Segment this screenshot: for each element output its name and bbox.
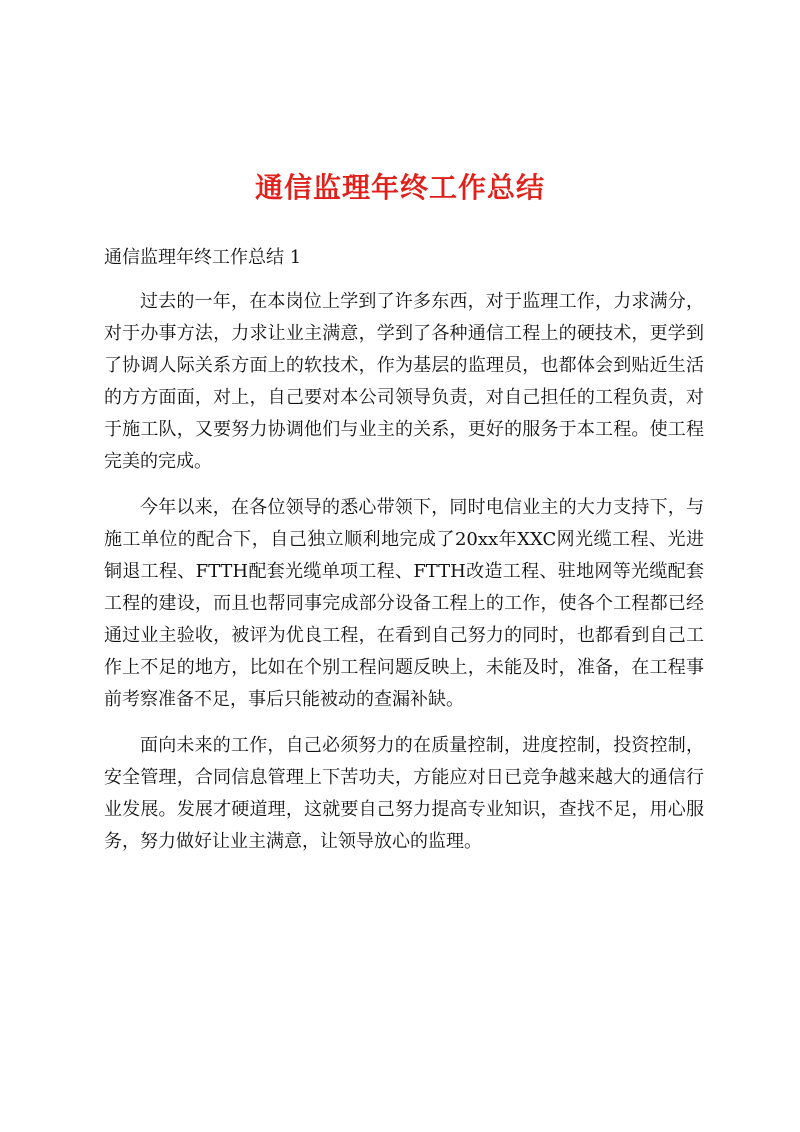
paragraph-1: 过去的一年，在本岗位上学到了许多东西，对于监理工作，力求满分，对于办事方法，力求让业主满意，学到了各种通信工程上的硬技术，更学到了协调人际关系方面上的软技术，作为基层的监理员，也都体会到贴近生活的方方面面，对上，自己要对本公司领导负责，对自己担任的工程负责，对于施工队，又要努力协调他们与业主的关系，更好的服务于本工程。使工程完美的完成。: [104, 291, 704, 472]
section-heading: 通信监理年终工作总结 1: [104, 247, 302, 268]
paragraph-2: 今年以来，在各位领导的悉心带领下，同时电信业主的大力支持下，与施工单位的配合下，自己独立顺利地完成了20xx年XXC网光缆工程、光进铜退工程、FTTH配套光缆单项工程、FTTH改造工程、驻地网等光缆配套工程的建设，而且也帮同事完成部分设备工程上的工作，使各个工程都已经通过业主验收，被评为优良工程，在看到自己努力的同时，也都看到自己工作上不足的地方，比如在个别工程问题反映上，未能及时，准备，在工程事前考察准备不足，事后只能被动的查漏补缺。: [104, 497, 704, 710]
paragraph-3: 面向未来的工作，自己必须努力的在质量控制，进度控制，投资控制，安全管理，合同信息管理上下苦功夫，方能应对日已竞争越来越大的通信行业发展。发展才硬道理，这就要自己努力提高专业知识，查找不足，用心服务，努力做好让业主满意，让领导放心的监理。: [104, 735, 704, 852]
document-body: [104, 244, 704, 872]
document-title: 通信监理年终工作总结: [254, 171, 545, 204]
